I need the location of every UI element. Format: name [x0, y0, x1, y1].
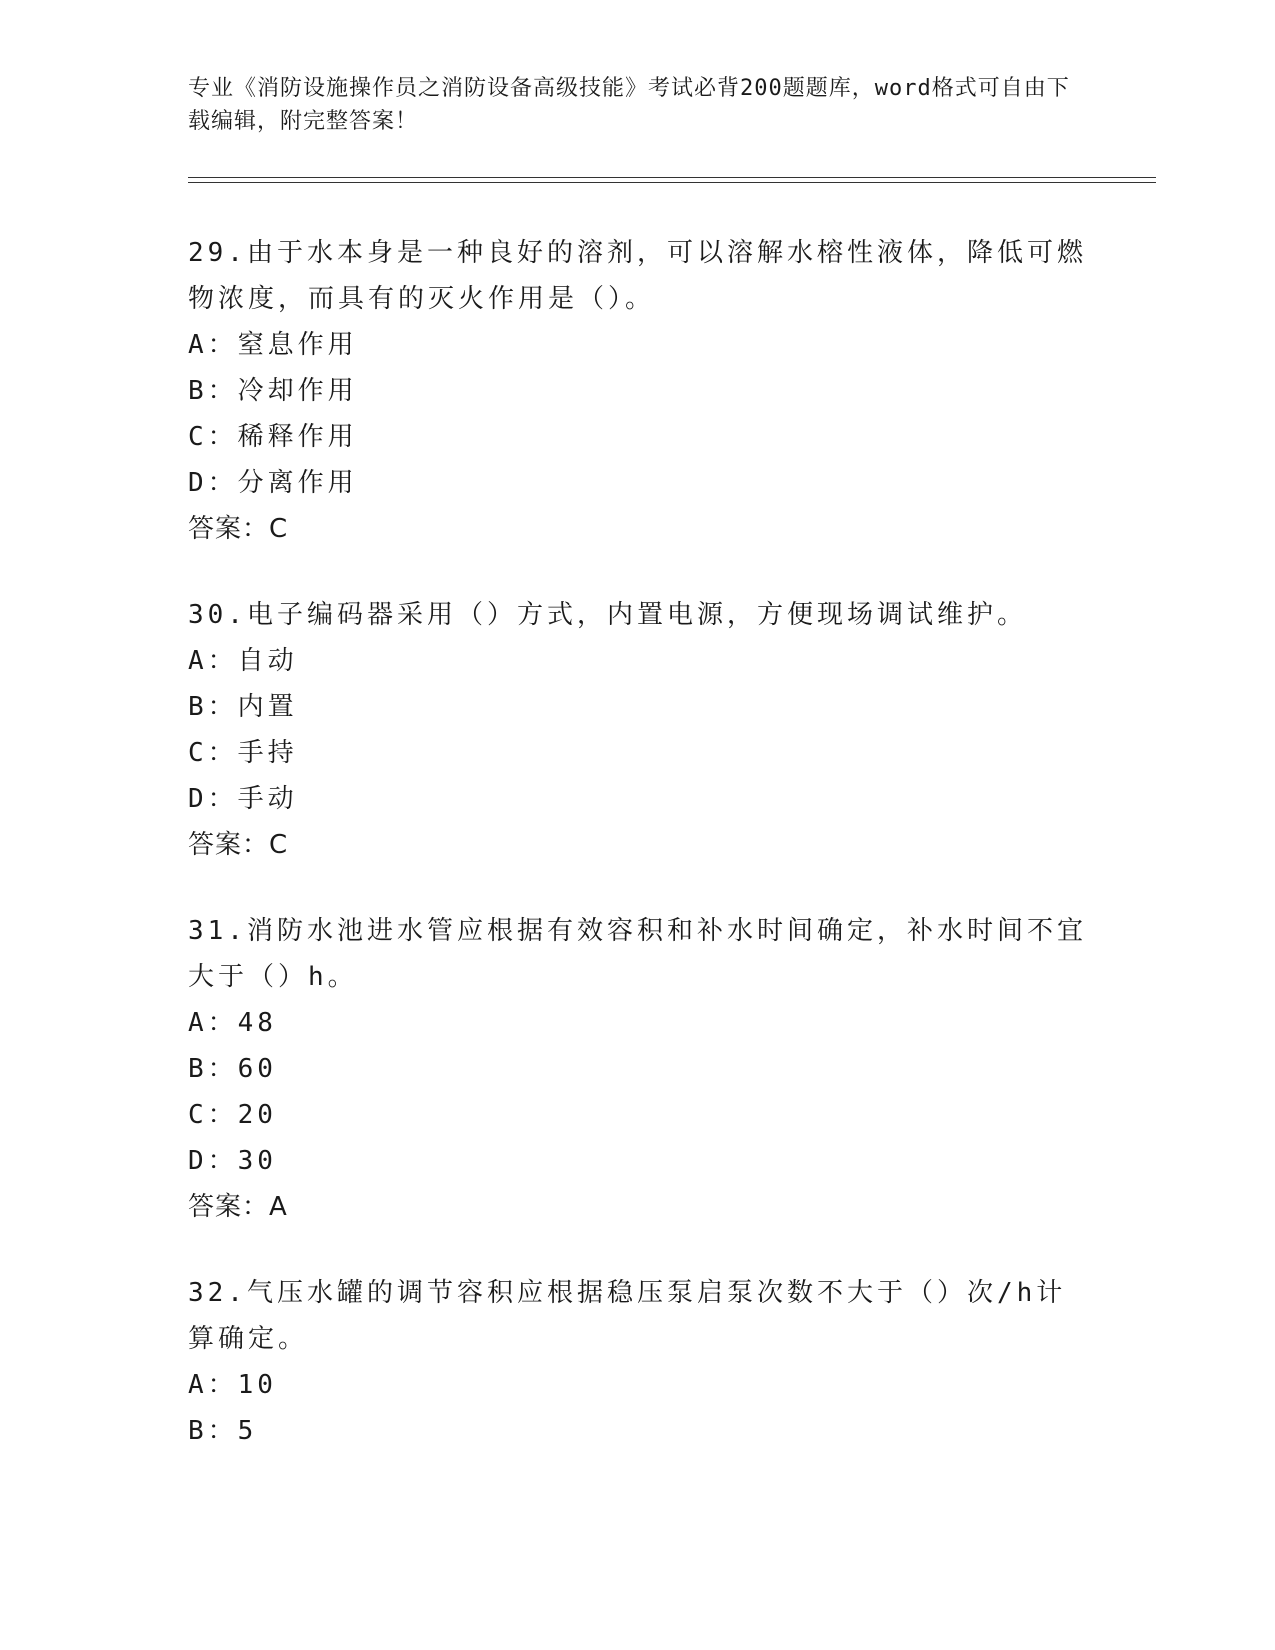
option-b: B：60	[188, 1054, 277, 1084]
option-d: D：30	[188, 1146, 277, 1176]
header-divider-top	[188, 177, 1156, 178]
option-b: B：内置	[188, 692, 298, 722]
option-a: A：10	[188, 1370, 277, 1400]
option-c: C：20	[188, 1100, 277, 1130]
option-a: A：48	[188, 1008, 277, 1038]
option-b: B：冷却作用	[188, 376, 358, 406]
question-29	[188, 230, 1088, 552]
answer-label: 答案：A	[188, 1192, 288, 1222]
question-text: 30.电子编码器采用（）方式，内置电源，方便现场调试维护。	[188, 600, 1027, 630]
option-a: A：自动	[188, 646, 298, 676]
question-text: 31.消防水池进水管应根据有效容积和补水时间确定，补水时间不宜大于（）h。	[188, 916, 1087, 992]
option-c: C：稀释作用	[188, 422, 358, 452]
document-header: 专业《消防设施操作员之消防设备高级技能》考试必背200题题库，word格式可自由下载编辑，附完整答案！	[188, 76, 1070, 134]
option-d: D：手动	[188, 784, 298, 814]
option-d: D：分离作用	[188, 468, 358, 498]
question-text: 32.气压水罐的调节容积应根据稳压泵启泵次数不大于（）次/h计算确定。	[188, 1278, 1067, 1354]
option-a: A：窒息作用	[188, 330, 358, 360]
question-32	[188, 1270, 1088, 1454]
question-text: 29.由于水本身是一种良好的溶剂，可以溶解水榕性液体，降低可燃物浓度，而具有的灭火作用是（）。	[188, 238, 1087, 314]
header-divider-bottom	[188, 182, 1156, 183]
option-c: C：手持	[188, 738, 298, 768]
question-31	[188, 908, 1088, 1230]
option-b: B：5	[188, 1416, 258, 1446]
question-list	[188, 230, 1088, 1494]
answer-label: 答案：C	[188, 514, 289, 544]
question-30	[188, 592, 1088, 868]
answer-label: 答案：C	[188, 830, 289, 860]
